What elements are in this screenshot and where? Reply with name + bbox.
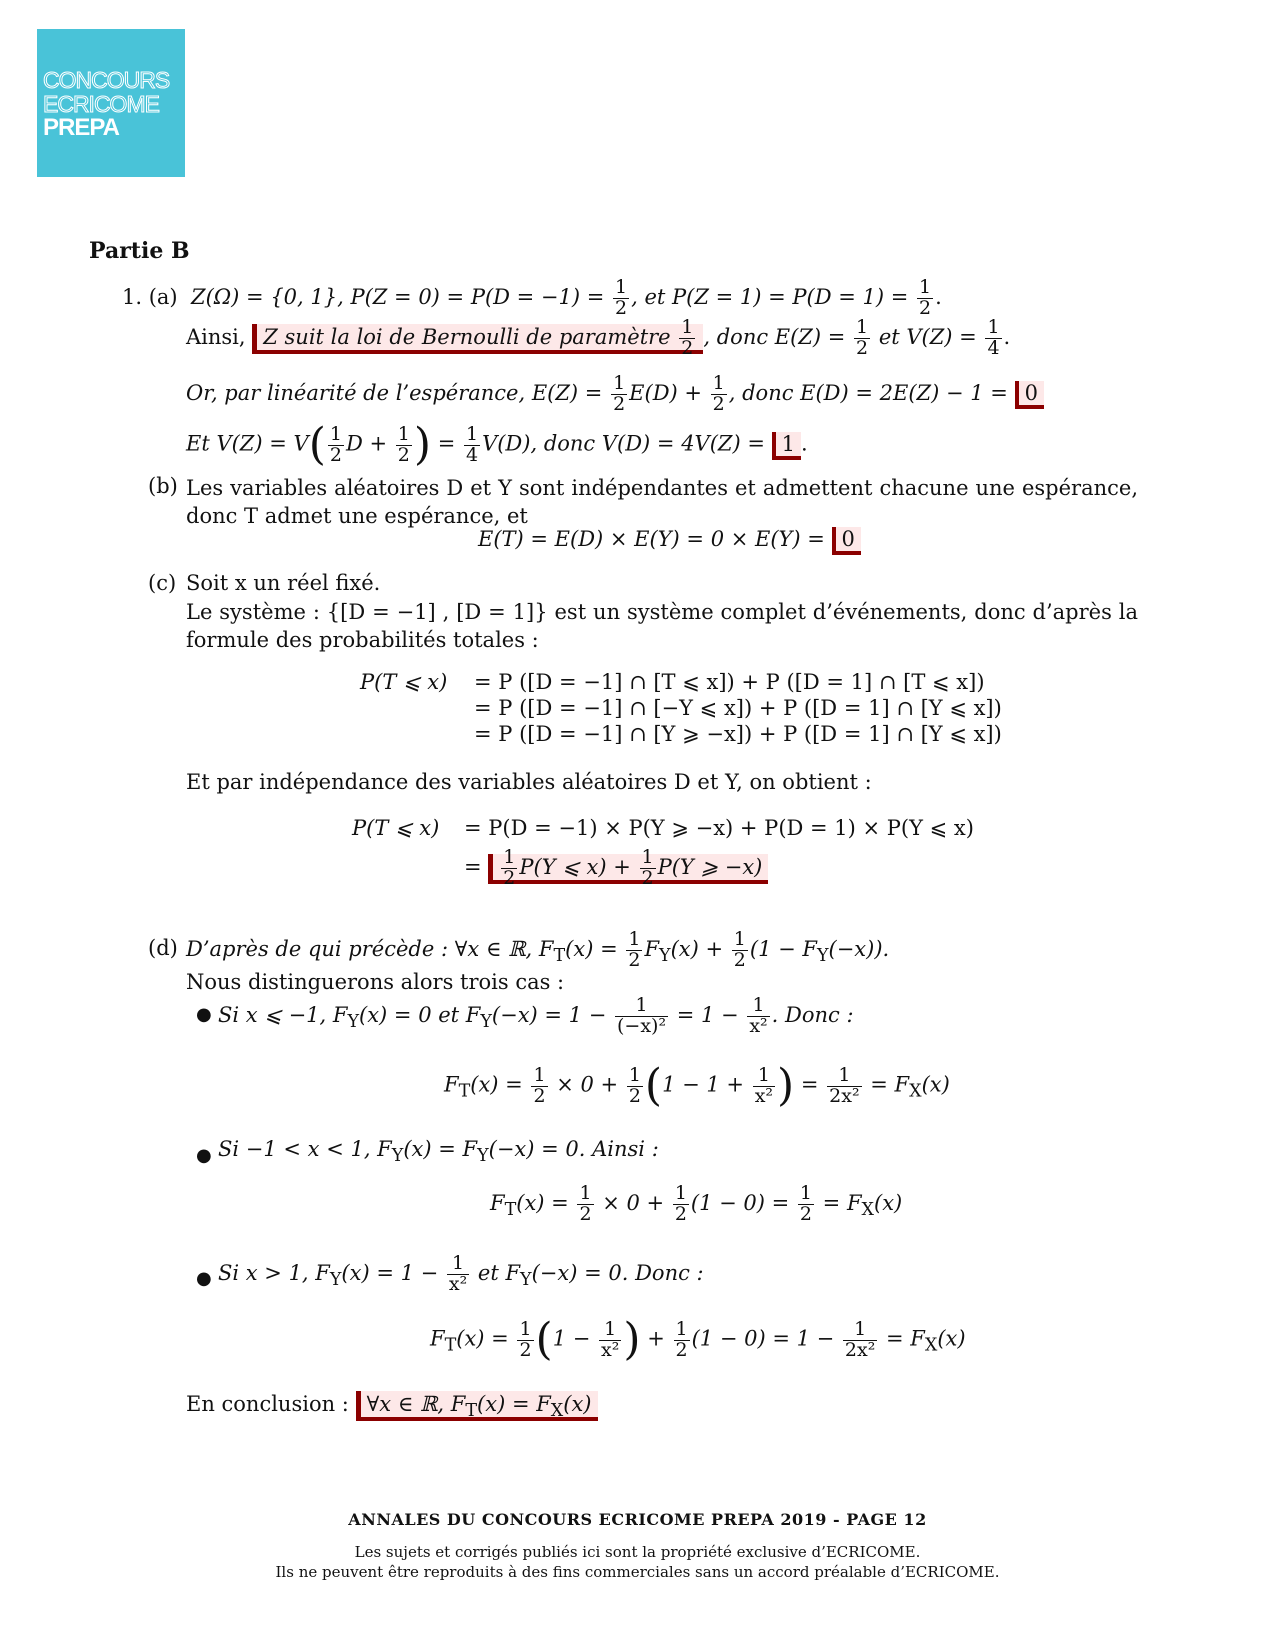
- q1c-eq-lhs: P(T ⩽ x): [360, 670, 448, 694]
- q1d-eq1: $F_T(x)$ = $\frac{1}{2}$ × 0 + $\frac{1}{2}$ (1 − 1 + $\frac{1}{\text{x²}}$ ) = $\frac{1}{\text{2x²}}$ = $F_X(x)$: [444, 1060, 950, 1111]
- fraction: $\frac{1}{2}$: [615, 276, 628, 319]
- fraction: $\frac{1}{2}$: [397, 422, 410, 466]
- logo-line-3: PREPA: [43, 114, 119, 141]
- q1c-eq2: = P ([D = −1] ∩ [−Y ⩽ x]) + P ([D = 1] ∩ [Y ⩽ x]): [474, 696, 1002, 720]
- result-box-ed: 0: [1015, 381, 1044, 409]
- q1d-line2: Nous distinguerons alors trois cas :: [186, 970, 565, 994]
- bullet-icon: ●: [196, 1004, 212, 1025]
- footer-title: ANNALES DU CONCOURS ECRICOME PREPA 2019 - PAGE 12: [348, 1510, 927, 1529]
- q1d-conclusion: En conclusion : ∀x ∈ ℝ, $F_T(x) = F_X(x)$: [186, 1392, 598, 1421]
- q1b-text: Les variables aléatoires D et Y sont indépendantes et admettent chacune une espérance, donc T admet une espérance, et: [186, 476, 1138, 528]
- q1a-l3-post: , donc E(D) = 2E(Z) − 1 =: [728, 380, 1015, 405]
- fraction: $\frac{1}{2}$: [329, 422, 342, 466]
- q1d-bullet1: Si x ⩽ −1, $F_Y(x) = 0$ et $F_Y(-x) = 1$ − $\frac{1}{\text{(−x)²}}$ = 1 − $\frac{1}{\text{x²}}$ . Donc :: [218, 994, 854, 1037]
- fraction: $\frac{1}{4}$: [465, 422, 479, 466]
- q1a-l4-text: Et V(Z) = V: [186, 431, 309, 456]
- fraction: $\frac{1}{2}$: [712, 372, 725, 415]
- fraction: $\frac{1}{4}$: [987, 316, 1000, 359]
- q1a-l1-mid: , et P(Z = 1) = P(D = 1) =: [631, 284, 915, 309]
- result-box-conclusion: ∀x ∈ ℝ, $F_T(x) = F_X(x)$: [356, 1391, 598, 1421]
- ecricome-logo: [37, 29, 185, 177]
- q1a-l4-mid: D +: [345, 431, 394, 456]
- q1c-eq3: = P ([D = −1] ∩ [Y ⩾ −x]) + P ([D = 1] ∩ [Y ⩽ x]): [474, 722, 1002, 746]
- q1d-label: (d): [148, 936, 178, 960]
- q1a-l2-post2: et V(Z) =: [872, 324, 984, 349]
- q1c-eq1: = P ([D = −1] ∩ [T ⩽ x]) + P ([D = 1] ∩ [T ⩽ x]): [474, 670, 985, 694]
- q1a-l2-pre: Ainsi,: [186, 324, 246, 349]
- q1d-bullet2: Si −1 < x < 1, $F_Y(x) = F_Y(-x) = 0$. Ainsi :: [218, 1137, 659, 1167]
- q1c-eq5: = $\frac{1}{2}$ P(Y ⩽ x) + $\frac{1}{2}$ P(Y ⩾ −x): [464, 848, 768, 889]
- q1a-line2: Ainsi, Z suit la loi de Bernoulli de paramètre $\frac{1}{2}$ , donc E(Z) = $\frac{1}{2}$ et V(Z) = $\frac{1}{4}$ .: [186, 316, 1011, 359]
- result-box-pt: $\frac{1}{2}$ P(Y ⩽ x) + $\frac{1}{2}$ P(Y ⩾ −x): [488, 854, 768, 884]
- footer-notice-2: Ils ne peuvent être reproduits à des fins commerciales sans un accord préalable d’ECRICOME.: [275, 1563, 1000, 1581]
- q1c-label: (c): [148, 571, 177, 595]
- q1c-line1: Soit x un réel fixé.: [186, 571, 381, 595]
- q1c-eq4-lhs: P(T ⩽ x): [352, 816, 440, 840]
- q1b-eq: E(T) = E(D) × E(Y) = 0 × E(Y) =: [478, 527, 832, 551]
- logo-line-2: ECRICOME: [43, 91, 159, 117]
- q1a-line1: 1. (a) Z(Ω) = {0, 1}, P(Z = 0) = P(D = −1) = $\frac{1}{2}$ , et P(Z = 1) = P(D = 1) = $\frac{1}{2}$ .: [122, 276, 942, 319]
- q1c-line3: Et par indépendance des variables aléatoires D et Y, on obtient :: [186, 770, 872, 794]
- bullet-icon: ●: [196, 1145, 212, 1166]
- q1a-l2-post1: , donc E(Z) =: [703, 324, 853, 349]
- bullet-icon: ●: [196, 1268, 212, 1289]
- result-box-bernoulli: Z suit la loi de Bernoulli de paramètre $\frac{1}{2}$: [252, 324, 703, 354]
- fraction: $\frac{1}{2}$: [856, 316, 869, 359]
- q1a-l3-text: Or, par linéarité de l’espérance, E(Z) =: [186, 380, 610, 405]
- q1b-equation: [478, 527, 861, 551]
- q1b-label: (b): [148, 474, 178, 498]
- footer-notice-1: Les sujets et corrigés publiés ici sont la propriété exclusive d’ECRICOME.: [354, 1543, 921, 1561]
- q1d-bullet3: Si x > 1, $F_Y(x) = 1$ − $\frac{1}{\text{x²}}$ et $F_Y(-x) = 0$. Donc :: [218, 1252, 704, 1295]
- q1d-line1: D’après de qui précède : ∀x ∈ ℝ, $F_T(x)$ = $\frac{1}{2}$ $F_Y(x)$ + $\frac{1}{2}$ $(1 - F_Y(-x))$.: [186, 928, 890, 971]
- q1a-line3: [186, 374, 1044, 415]
- logo-line-1: CONCOURS: [43, 67, 170, 93]
- q1d-eq3: $F_T(x)$ = $\frac{1}{2}$ (1 − $\frac{1}{\text{x²}}$ ) + $\frac{1}{2}$ (1 − 0) = 1 − $\frac{1}{\text{2x²}}$ = $F_X(x)$: [430, 1314, 966, 1365]
- q1a-l1-text: Z(Ω) = {0, 1}, P(Z = 0) = P(D = −1) =: [190, 284, 612, 309]
- fraction: $\frac{1}{2}$: [918, 276, 932, 319]
- result-box-et: 0: [832, 527, 861, 555]
- q1c-line2: Le système : {[D = −1] , [D = 1]} est un système complet d’événements, donc d’après la formule des probabilités totales :: [186, 600, 1138, 652]
- q1a-l4-post: V(D), donc V(D) = 4V(Z) =: [482, 431, 772, 456]
- q1d-eq2: $F_T(x)$ = $\frac{1}{2}$ × 0 + $\frac{1}{2}$ (1 − 0) = $\frac{1}{2}$ = $F_X(x)$: [490, 1182, 903, 1225]
- section-title: Partie B: [89, 238, 190, 264]
- q1a-l3-mid: E(D) +: [629, 380, 709, 405]
- q1a-label: 1. (a): [122, 284, 178, 309]
- result-box-vd: 1: [772, 432, 801, 460]
- q1a-line4: Et V(Z) = V( $\frac{1}{2}$ D + $\frac{1}{2}$ ) = $\frac{1}{4}$ V(D), donc V(D) = 4V(Z) = 1 .: [186, 419, 808, 470]
- q1c-eq4: = P(D = −1) × P(Y ⩾ −x) + P(D = 1) × P(Y ⩽ x): [464, 816, 974, 840]
- fraction: $\frac{1}{2}$: [613, 372, 626, 415]
